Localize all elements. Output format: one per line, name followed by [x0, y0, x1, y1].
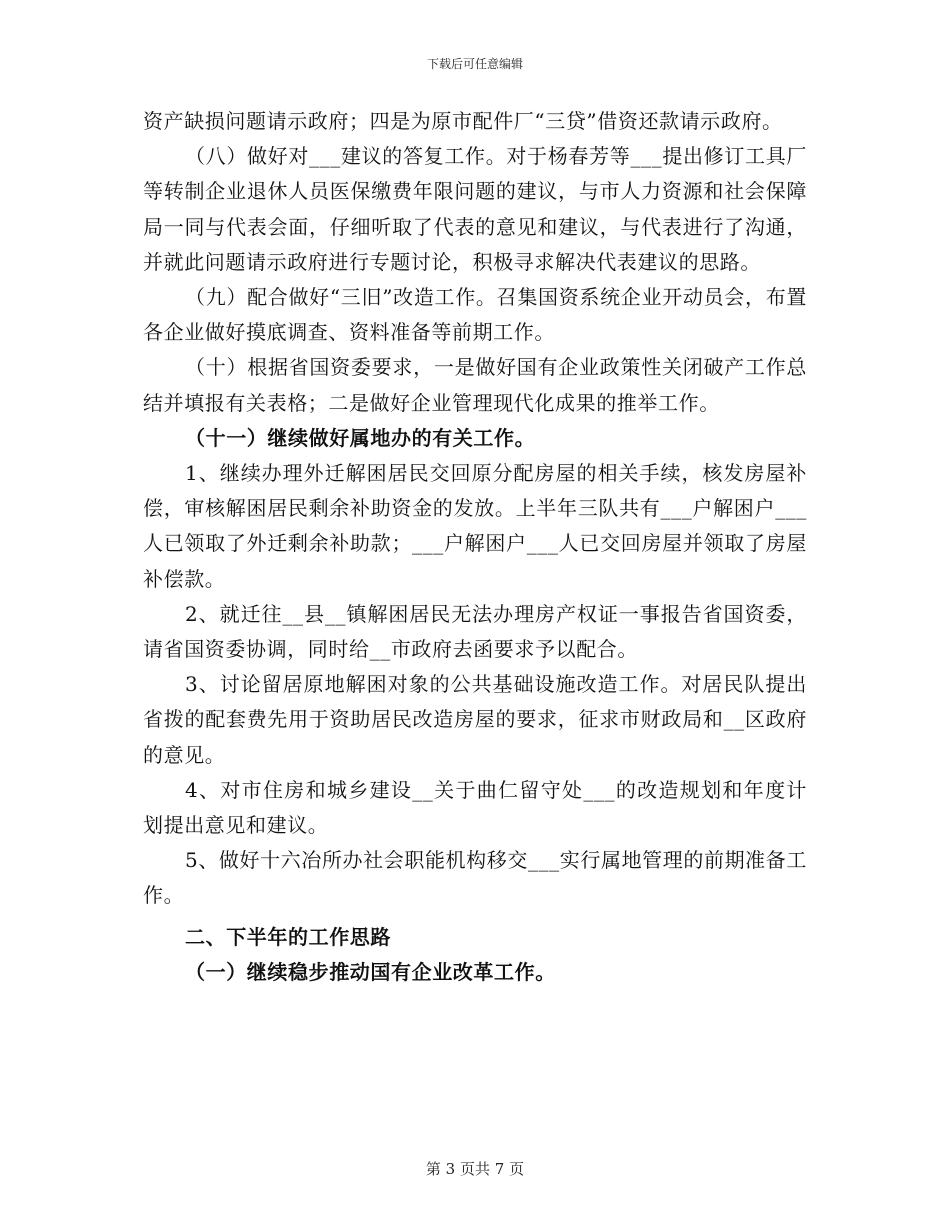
section-heading-part-2: 二、下半年的工作思路 [185, 924, 391, 949]
paragraph-sub-2: 2、就迁往__县__镇解困居民无法办理房产权证一事报告省国资委，请省国资委协调，同时给__市政府去函要求予以配合。 [143, 601, 807, 662]
paragraph-continuation: 资产缺损问题请示政府；四是为原市配件厂“三贷”借资还款请示政府。 [143, 109, 783, 133]
paragraph-sub-5: 5、做好十六冶所办社会职能机构移交___实行属地管理的前期准备工作。 [143, 848, 807, 908]
paragraph-item-9: （九）配合做好“三旧”改造工作。召集国资系统企业开动员会，布置各企业做好摸底调查、资料准备等前期工作。 [143, 285, 807, 345]
page-footer: 第 3 页共 7 页 [425, 1160, 525, 1178]
paragraph-item-8: （八）做好对___建议的答复工作。对于杨春芳等___提出修订工具厂等转制企业退休人员医保缴费年限问题的建议，与市人力资源和社会保障局一同与代表会面，仔细听取了代表的意见和建议，与代表进行了沟通，并就此问题请示政府进行专题讨论，积极寻求解决代表建议的思路。 [143, 144, 807, 274]
document-body [143, 104, 807, 990]
section-heading-part-2-item-1: （一）继续稳步推动国有企业改革工作。 [185, 959, 556, 984]
paragraph-sub-3: 3、讨论留居原地解困对象的公共基础设施改造工作。对居民队提出省拨的配套费先用于资助居民改造房屋的要求，征求市财政局和__区政府的意见。 [143, 672, 807, 767]
paragraph-sub-4: 4、对市住房和城乡建设__关于曲仁留守处___的改造规划和年度计划提出意见和建议。 [143, 777, 807, 838]
page-header: 下载后可任意编辑 [426, 57, 523, 71]
section-heading-item-11: （十一）继续做好属地办的有关工作。 [185, 425, 536, 450]
paragraph-sub-1: 1、继续办理外迁解困居民交回原分配房屋的相关手续，核发房屋补偿，审核解困居民剩余补助资金的发放。上半年三队共有___户解困户___人已领取了外迁剩余补助款；___户解困户___人已交回房屋并领取了房屋补偿款。 [143, 461, 807, 591]
paragraph-item-10: （十）根据省国资委要求，一是做好国有企业政策性关闭破产工作总结并填报有关表格；二是做好企业管理现代化成果的推举工作。 [143, 355, 807, 415]
